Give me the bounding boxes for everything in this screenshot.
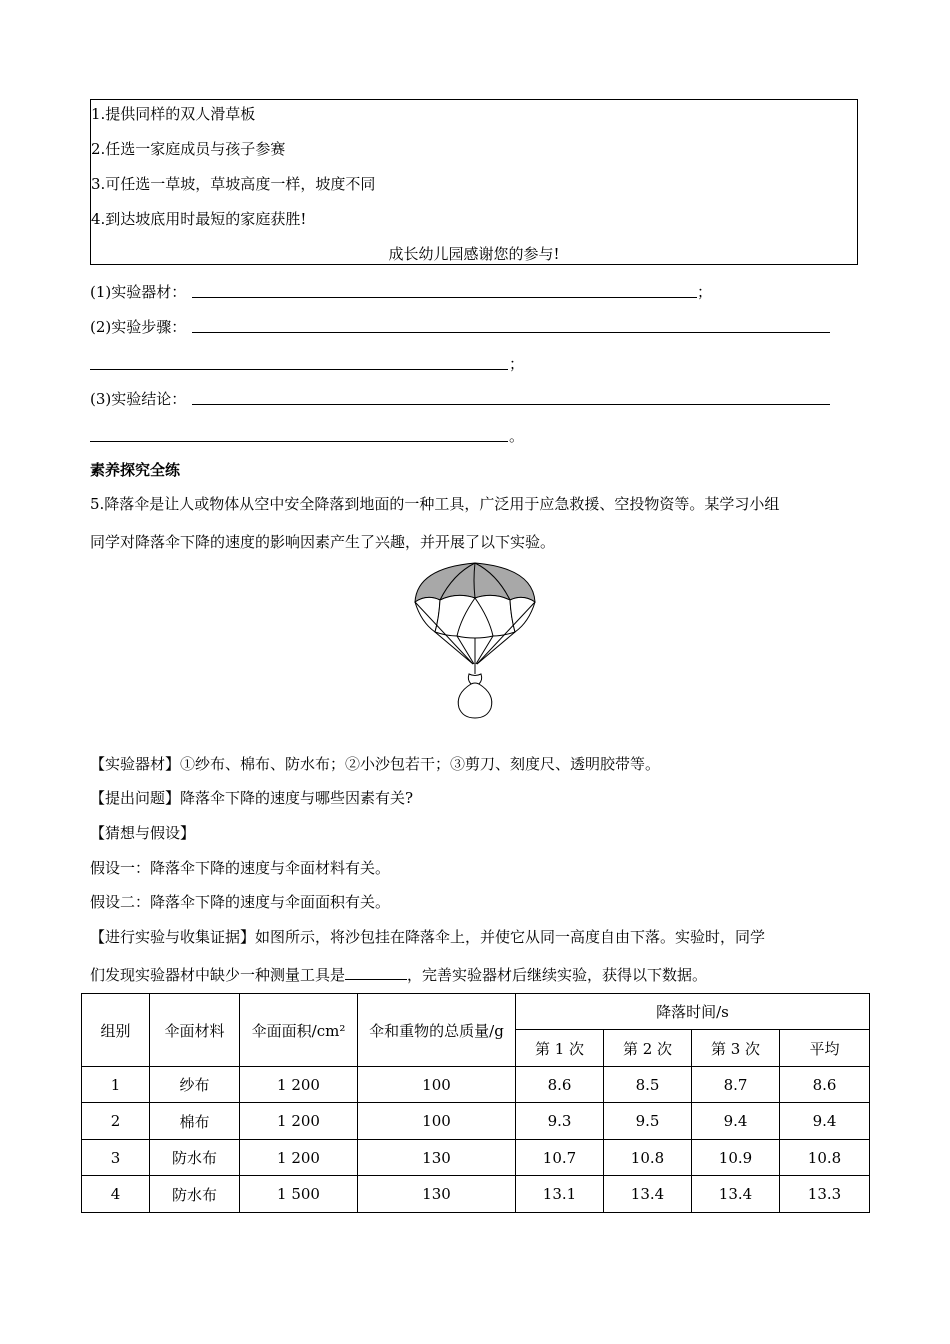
cell-group: 1 — [82, 1067, 150, 1103]
cell-group: 2 — [82, 1103, 150, 1140]
q3-end: 。 — [509, 427, 525, 445]
header-t2: 第 2 次 — [604, 1030, 692, 1067]
rules-box — [90, 99, 858, 265]
data-table — [81, 993, 870, 1213]
cell-material: 纱布 — [150, 1067, 240, 1103]
table-row — [82, 1176, 870, 1213]
q1-answer-line — [192, 297, 697, 298]
cell-mass: 130 — [358, 1140, 516, 1176]
q1-end: ； — [697, 283, 713, 301]
cell-t1: 13.1 — [516, 1176, 604, 1213]
cell-area: 1 200 — [240, 1067, 358, 1103]
cell-group: 3 — [82, 1140, 150, 1176]
hypothesis-1: 假设一：降落伞下降的速度与伞面材料有关。 — [90, 859, 391, 877]
rule-item-2: 2.任选一家庭成员与孩子参赛 — [91, 140, 286, 158]
cell-t2: 10.8 — [604, 1140, 692, 1176]
q3-label: (3)实验结论： — [90, 390, 187, 408]
experiment-line-2a: 们发现实验器材中缺少一种测量工具是 — [90, 966, 346, 984]
parachute-icon — [415, 563, 535, 718]
experiment-line-1: 【进行实验与收集证据】如图所示，将沙包挂在降落伞上，并使它从同一高度自由下落。实验时，同学 — [90, 928, 766, 946]
cell-area: 1 200 — [240, 1103, 358, 1140]
q2-end: ； — [509, 355, 525, 373]
cell-material: 防水布 — [150, 1176, 240, 1213]
cell-t1: 8.6 — [516, 1067, 604, 1103]
cell-t3: 8.7 — [692, 1067, 780, 1103]
cell-mass: 130 — [358, 1176, 516, 1213]
q2-answer-line-2 — [90, 369, 508, 370]
rule-item-4: 4.到达坡底用时最短的家庭获胜! — [91, 210, 307, 228]
cell-area: 1 500 — [240, 1176, 358, 1213]
q3-answer-line-2 — [90, 441, 508, 442]
section-title: 素养探究全练 — [90, 461, 181, 479]
header-t1: 第 1 次 — [516, 1030, 604, 1067]
cell-mass: 100 — [358, 1067, 516, 1103]
cell-t3: 10.9 — [692, 1140, 780, 1176]
header-mass: 伞和重物的总质量/g — [358, 994, 516, 1067]
question-text: 【提出问题】降落伞下降的速度与哪些因素有关? — [90, 789, 414, 807]
cell-material: 棉布 — [150, 1103, 240, 1140]
cell-t2: 13.4 — [604, 1176, 692, 1213]
thanks-text: 成长幼儿园感谢您的参与! — [388, 245, 560, 263]
header-t3: 第 3 次 — [692, 1030, 780, 1067]
table-row — [82, 1140, 870, 1176]
experiment-line-2b: ，完善实验器材后继续实验，获得以下数据。 — [407, 966, 708, 984]
hypothesis-title: 【猜想与假设】 — [90, 824, 196, 842]
cell-material: 防水布 — [150, 1140, 240, 1176]
table-header-row-1 — [82, 994, 870, 1030]
table-row — [82, 1103, 870, 1140]
experiment-line-2 — [90, 965, 707, 985]
materials-text: 【实验器材】①纱布、棉布、防水布；②小沙包若干；③剪刀、刻度尺、透明胶带等。 — [90, 755, 661, 773]
table-row — [82, 1067, 870, 1103]
q1-label: (1)实验器材： — [90, 283, 187, 301]
hypothesis-2: 假设二：降落伞下降的速度与伞面面积有关。 — [90, 893, 391, 911]
cell-mass: 100 — [358, 1103, 516, 1140]
cell-t2: 8.5 — [604, 1067, 692, 1103]
header-area: 伞面面积/cm² — [240, 994, 358, 1067]
cell-group: 4 — [82, 1176, 150, 1213]
cell-avg: 8.6 — [780, 1067, 870, 1103]
cell-t3: 13.4 — [692, 1176, 780, 1213]
q2-answer-line-1 — [192, 332, 830, 333]
q3-answer-line-1 — [192, 404, 830, 405]
problem5-intro-line2: 同学对降落伞下降的速度的影响因素产生了兴趣，并开展了以下实验。 — [90, 533, 556, 551]
parachute-illustration — [405, 560, 545, 720]
header-avg: 平均 — [780, 1030, 870, 1067]
cell-t1: 10.7 — [516, 1140, 604, 1176]
cell-avg: 10.8 — [780, 1140, 870, 1176]
rule-item-3: 3.可任选一草坡，草坡高度一样，坡度不同 — [91, 175, 376, 193]
header-material: 伞面材料 — [150, 994, 240, 1067]
header-time: 降落时间/s — [516, 994, 870, 1030]
rule-item-1: 1.提供同样的双人滑草板 — [91, 105, 256, 123]
header-group: 组别 — [82, 994, 150, 1067]
missing-tool-blank — [345, 965, 407, 980]
q2-label: (2)实验步骤： — [90, 318, 187, 336]
cell-area: 1 200 — [240, 1140, 358, 1176]
cell-t2: 9.5 — [604, 1103, 692, 1140]
problem5-intro-line1: 5.降落伞是让人或物体从空中安全降落到地面的一种工具，广泛用于应急救援、空投物资等。某学习小组 — [90, 495, 780, 513]
cell-avg: 9.4 — [780, 1103, 870, 1140]
cell-avg: 13.3 — [780, 1176, 870, 1213]
cell-t1: 9.3 — [516, 1103, 604, 1140]
cell-t3: 9.4 — [692, 1103, 780, 1140]
